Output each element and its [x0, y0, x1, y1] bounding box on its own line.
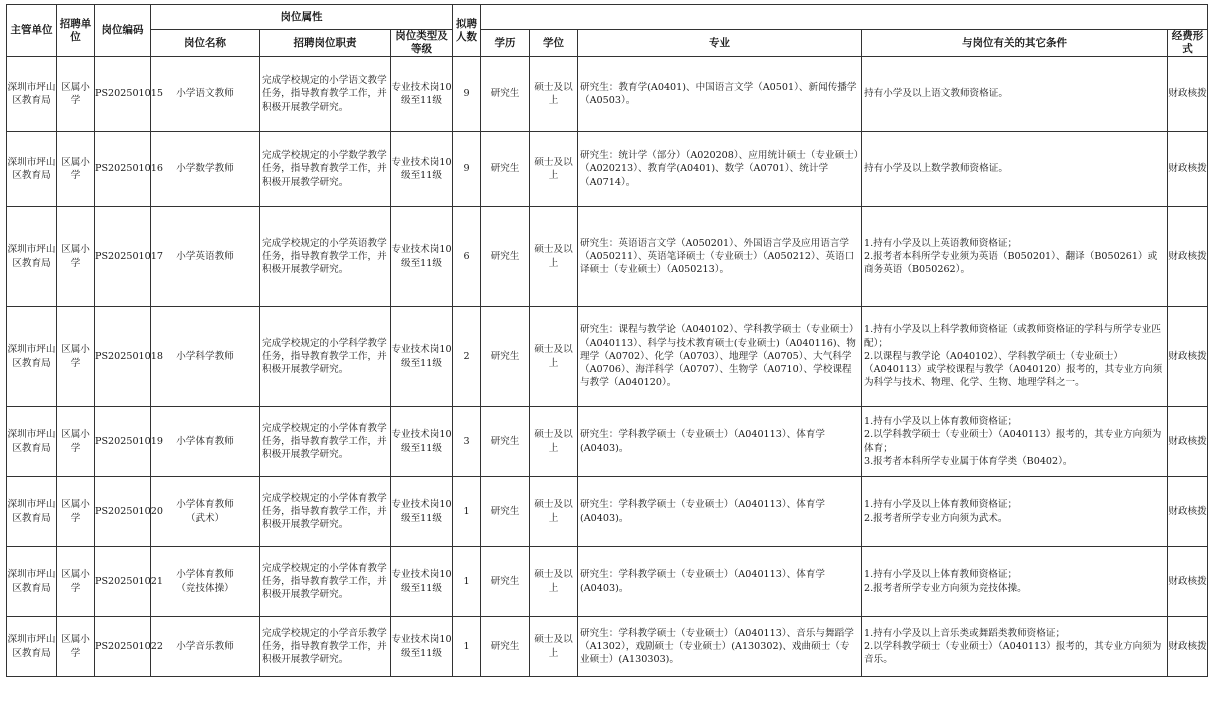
cell-fund: 财政核拨	[1168, 132, 1208, 207]
cell-type: 专业技术岗10级至11级	[391, 407, 453, 477]
cell-duty: 完成学校规定的小学科学教学任务，指导教育教学工作，并积极开展教学研究。	[260, 307, 391, 407]
cell-unit: 区属小学	[57, 477, 95, 547]
cell-name: 小学英语教师	[151, 207, 260, 307]
recruitment-table	[6, 4, 1208, 677]
cell-degree: 硕士及以上	[530, 407, 578, 477]
cell-fund: 财政核拨	[1168, 617, 1208, 677]
header-code: 岗位编码	[95, 5, 151, 57]
cell-other: 1.持有小学及以上体育教师资格证； 2.报考者所学专业方向须为武术。	[862, 477, 1168, 547]
cell-major: 研究生：课程与教学论（A040102）、学科教学硕士（专业硕士）（A040113）、科学与技术教育硕士(专业硕士)（A040116)、物理学（A0702）、化学（A0703）、地理学（A0705）、大气科学（A0706）、海洋科学（A0707）、生物学（A0710）、学校课程与教学（A040120）。	[578, 307, 862, 407]
cell-count: 9	[453, 57, 481, 132]
cell-type: 专业技术岗10级至11级	[391, 207, 453, 307]
cell-dept: 深圳市坪山区教育局	[7, 477, 57, 547]
cell-dept: 深圳市坪山区教育局	[7, 207, 57, 307]
cell-name: 小学体育教师 （竞技体操）	[151, 547, 260, 617]
recruitment-table-container	[6, 4, 1207, 677]
table-row	[7, 132, 1208, 207]
cell-other: 1.持有小学及以上英语教师资格证； 2.报考者本科所学专业须为英语（B050201）、翻译（B050261）或商务英语（B050262）。	[862, 207, 1168, 307]
cell-count: 2	[453, 307, 481, 407]
cell-code: PS202501021	[95, 547, 151, 617]
cell-dept: 深圳市坪山区教育局	[7, 547, 57, 617]
cell-degree: 硕士及以上	[530, 617, 578, 677]
table-row	[7, 617, 1208, 677]
cell-dept: 深圳市坪山区教育局	[7, 57, 57, 132]
cell-name: 小学数学教师	[151, 132, 260, 207]
cell-edu: 研究生	[481, 57, 530, 132]
cell-unit: 区属小学	[57, 207, 95, 307]
header-other: 与岗位有关的其它条件	[862, 30, 1168, 57]
cell-unit: 区属小学	[57, 57, 95, 132]
cell-duty: 完成学校规定的小学体育教学任务，指导教育教学工作，并积极开展教学研究。	[260, 477, 391, 547]
cell-type: 专业技术岗10级至11级	[391, 57, 453, 132]
cell-major: 研究生：学科教学硕士（专业硕士）（A040113）、音乐与舞蹈学（A1302），戏剧硕士（专业硕士）(A130302)、戏曲硕士（专业硕士）(A130303)。	[578, 617, 862, 677]
cell-type: 专业技术岗10级至11级	[391, 307, 453, 407]
header-blank-group	[481, 5, 1208, 30]
header-count: 拟聘人数	[453, 5, 481, 57]
cell-fund: 财政核拨	[1168, 477, 1208, 547]
cell-type: 专业技术岗10级至11级	[391, 617, 453, 677]
cell-count: 3	[453, 407, 481, 477]
cell-unit: 区属小学	[57, 617, 95, 677]
cell-name: 小学体育教师 （武术）	[151, 477, 260, 547]
header-degree: 学位	[530, 30, 578, 57]
header-edu: 学历	[481, 30, 530, 57]
header-major: 专业	[578, 30, 862, 57]
cell-major: 研究生：学科教学硕士（专业硕士）（A040113）、体育学(A0403)。	[578, 547, 862, 617]
cell-name: 小学语文教师	[151, 57, 260, 132]
cell-degree: 硕士及以上	[530, 477, 578, 547]
cell-degree: 硕士及以上	[530, 307, 578, 407]
cell-fund: 财政核拨	[1168, 307, 1208, 407]
cell-dept: 深圳市坪山区教育局	[7, 617, 57, 677]
cell-code: PS202501022	[95, 617, 151, 677]
cell-duty: 完成学校规定的小学数学教学任务，指导教育教学工作，并积极开展教学研究。	[260, 132, 391, 207]
cell-degree: 硕士及以上	[530, 57, 578, 132]
header-row-2	[7, 30, 1208, 57]
cell-unit: 区属小学	[57, 307, 95, 407]
cell-count: 9	[453, 132, 481, 207]
cell-fund: 财政核拨	[1168, 57, 1208, 132]
cell-dept: 深圳市坪山区教育局	[7, 132, 57, 207]
cell-major: 研究生：学科教学硕士（专业硕士）（A040113）、体育学(A0403)。	[578, 477, 862, 547]
cell-edu: 研究生	[481, 307, 530, 407]
cell-type: 专业技术岗10级至11级	[391, 132, 453, 207]
cell-count: 6	[453, 207, 481, 307]
table-row	[7, 547, 1208, 617]
cell-unit: 区属小学	[57, 547, 95, 617]
cell-edu: 研究生	[481, 617, 530, 677]
cell-code: PS202501015	[95, 57, 151, 132]
table-row	[7, 57, 1208, 132]
table-row	[7, 407, 1208, 477]
cell-code: PS202501019	[95, 407, 151, 477]
header-name: 岗位名称	[151, 30, 260, 57]
cell-edu: 研究生	[481, 132, 530, 207]
table-row	[7, 207, 1208, 307]
cell-code: PS202501018	[95, 307, 151, 407]
cell-degree: 硕士及以上	[530, 547, 578, 617]
cell-name: 小学体育教师	[151, 407, 260, 477]
cell-code: PS202501020	[95, 477, 151, 547]
cell-major: 研究生：学科教学硕士（专业硕士）（A040113）、体育学(A0403)。	[578, 407, 862, 477]
cell-major: 研究生：英语语言文学（A050201）、外国语言学及应用语言学（A050211）、英语笔译硕士（专业硕士）（A050212）、英语口译硕士（专业硕士）（A050213）。	[578, 207, 862, 307]
cell-degree: 硕士及以上	[530, 207, 578, 307]
cell-count: 1	[453, 547, 481, 617]
cell-other: 1.持有小学及以上体育教师资格证； 2.以学科教学硕士（专业硕士）（A040113）报考的，其专业方向须为体育； 3.报考者本科所学专业属于体育学类（B0402）。	[862, 407, 1168, 477]
cell-fund: 财政核拨	[1168, 547, 1208, 617]
cell-type: 专业技术岗10级至11级	[391, 477, 453, 547]
cell-dept: 深圳市坪山区教育局	[7, 407, 57, 477]
cell-edu: 研究生	[481, 547, 530, 617]
header-dept: 主管单位	[7, 5, 57, 57]
header-row-1	[7, 5, 1208, 30]
cell-unit: 区属小学	[57, 407, 95, 477]
cell-degree: 硕士及以上	[530, 132, 578, 207]
header-attr-group: 岗位属性	[151, 5, 453, 30]
cell-dept: 深圳市坪山区教育局	[7, 307, 57, 407]
header-duty: 招聘岗位职责	[260, 30, 391, 57]
cell-other: 1.持有小学及以上体育教师资格证； 2.报考者所学专业方向须为竞技体操。	[862, 547, 1168, 617]
cell-duty: 完成学校规定的小学音乐教学任务，指导教育教学工作，并积极开展教学研究。	[260, 617, 391, 677]
cell-edu: 研究生	[481, 477, 530, 547]
cell-edu: 研究生	[481, 407, 530, 477]
cell-fund: 财政核拨	[1168, 207, 1208, 307]
cell-name: 小学音乐教师	[151, 617, 260, 677]
cell-fund: 财政核拨	[1168, 407, 1208, 477]
cell-type: 专业技术岗10级至11级	[391, 547, 453, 617]
cell-name: 小学科学教师	[151, 307, 260, 407]
cell-duty: 完成学校规定的小学体育教学任务，指导教育教学工作，并积极开展教学研究。	[260, 407, 391, 477]
header-unit: 招聘单位	[57, 5, 95, 57]
cell-other: 持有小学及以上数学教师资格证。	[862, 132, 1168, 207]
cell-duty: 完成学校规定的小学语文教学任务，指导教育教学工作，并积极开展教学研究。	[260, 57, 391, 132]
cell-code: PS202501017	[95, 207, 151, 307]
cell-other: 1.持有小学及以上音乐类或舞蹈类教师资格证； 2.以学科教学硕士（专业硕士）（A040113）报考的，其专业方向须为音乐。	[862, 617, 1168, 677]
table-row	[7, 307, 1208, 407]
cell-other: 1.持有小学及以上科学教师资格证（或教师资格证的学科与所学专业匹配）； 2.以课程与教学论（A040102）、学科教学硕士（专业硕士）（A040113）或学校课程与教学（A040120）报考的，其专业方向须为科学与技术、物理、化学、生物、地理学科之一。	[862, 307, 1168, 407]
cell-edu: 研究生	[481, 207, 530, 307]
table-row	[7, 477, 1208, 547]
cell-major: 研究生：教育学(A0401)、中国语言文学（A0501）、新闻传播学（A0503）。	[578, 57, 862, 132]
cell-major: 研究生：统计学（部分）（A020208）、应用统计硕士（专业硕士）（A020213）、教育学(A0401)、数学（A0701）、统计学（A0714）。	[578, 132, 862, 207]
cell-unit: 区属小学	[57, 132, 95, 207]
cell-duty: 完成学校规定的小学体育教学任务，指导教育教学工作，并积极开展教学研究。	[260, 547, 391, 617]
cell-count: 1	[453, 477, 481, 547]
cell-duty: 完成学校规定的小学英语教学任务，指导教育教学工作，并积极开展教学研究。	[260, 207, 391, 307]
cell-code: PS202501016	[95, 132, 151, 207]
cell-count: 1	[453, 617, 481, 677]
cell-other: 持有小学及以上语文教师资格证。	[862, 57, 1168, 132]
header-fund: 经费形式	[1168, 30, 1208, 57]
header-type: 岗位类型及等级	[391, 30, 453, 57]
